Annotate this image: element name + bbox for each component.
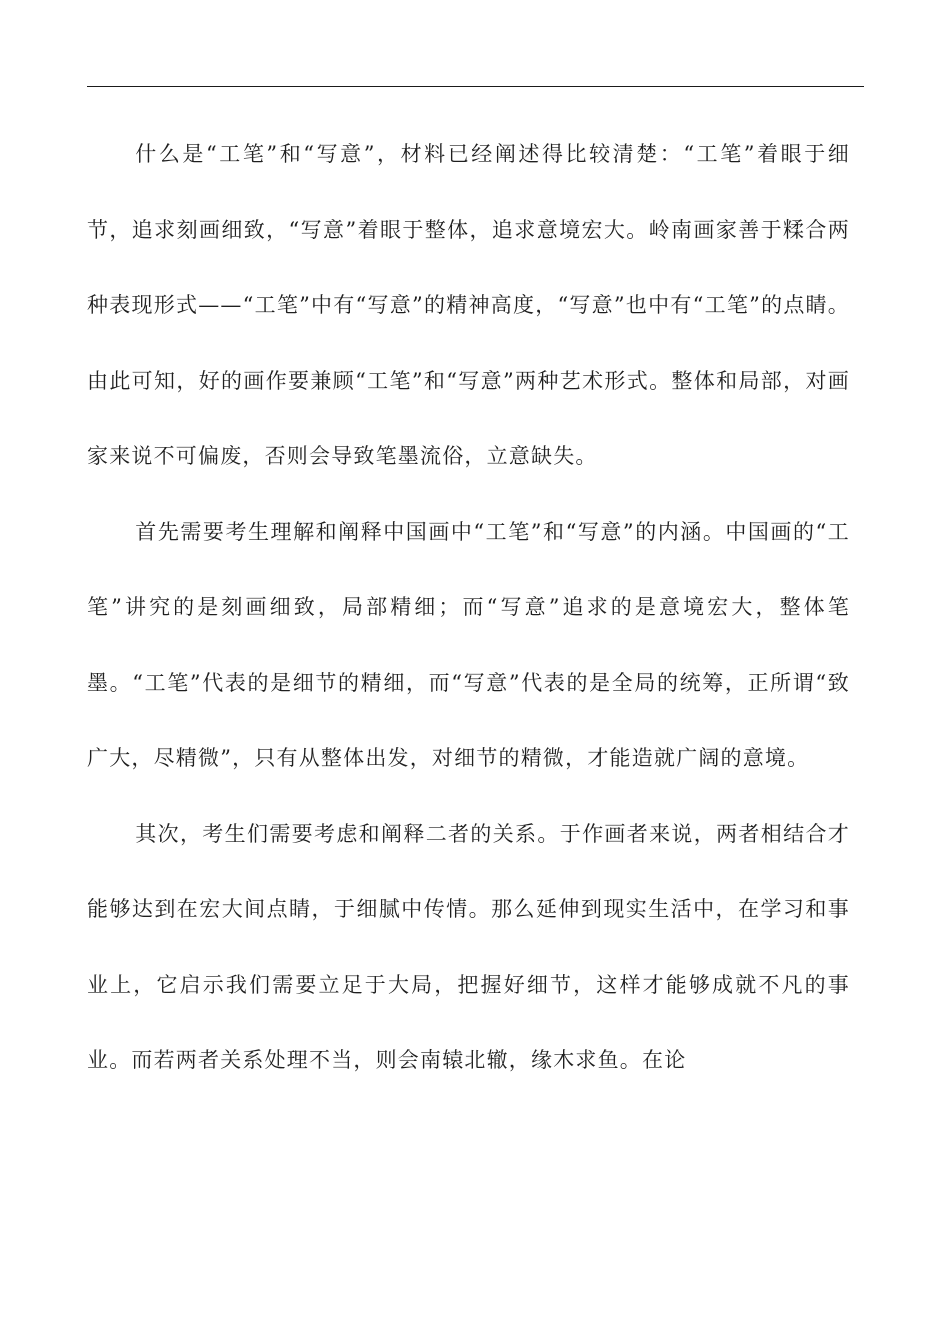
paragraph-relationship: 其次，考生们需要考虑和阐释二者的关系。于作画者来说，两者相结合才能够达到在宏大间点睛，于细腻中传情。那么延伸到现实生活中，在学习和事业上，它启示我们需要立足于大局，把握好细节，这样才能够成就不凡的事业。而若两者关系处理不当，则会南辕北辙，缘木求鱼。在论 [87,821,850,1072]
paragraph-definition: 什么是“工笔”和“写意”，材料已经阐述得比较清楚：“工笔”着眼于细节，追求刻画细致，“写意”着眼于整体，追求意境宏大。岭南画家善于糅合两种表现形式——“工笔”中有“写意”的精神高度，“写意”也中有“工笔”的点睛。由此可知，好的画作要兼顾“工笔”和“写意”两种艺术形式。整体和局部，对画家来说不可偏废，否则会导致笔墨流俗，立意缺失。 [87,142,850,468]
paragraph-connotation: 首先需要考生理解和阐释中国画中“工笔”和“写意”的内涵。中国画的“工笔”讲究的是刻画细致，局部精细；而“写意”追求的是意境宏大，整体笔墨。“工笔”代表的是细节的精细，而“写意”代表的是全局的统筹，正所谓“致广大，尽精微”，只有从整体出发，对细节的精微，才能造就广阔的意境。 [87,519,850,770]
header-rule [87,86,864,87]
document-body [87,117,850,1099]
